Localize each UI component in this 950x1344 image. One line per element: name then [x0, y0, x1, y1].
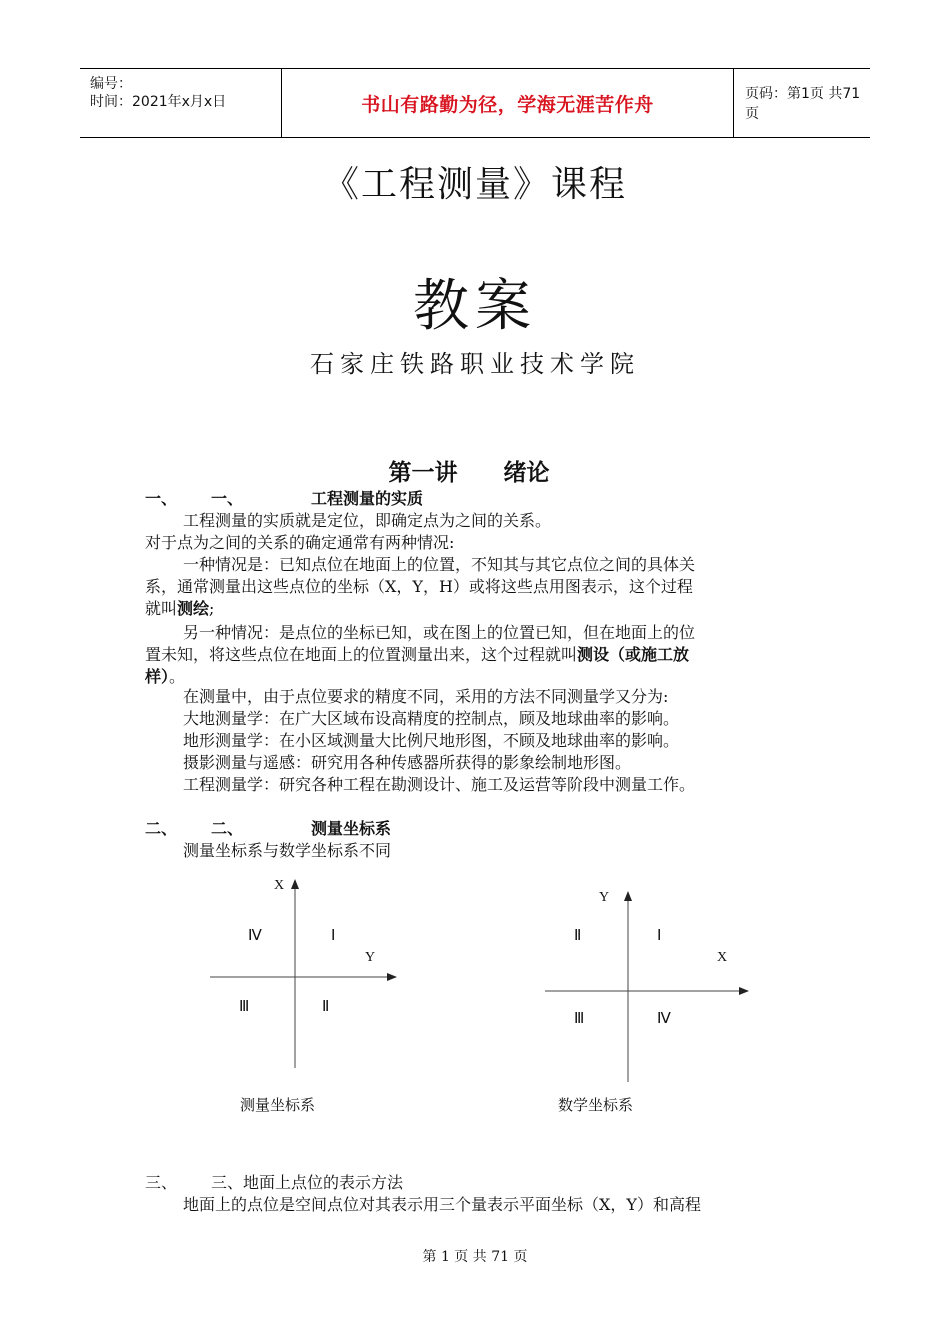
paragraph: 一种情况是：已知点位在地面上的位置，不知其与其它点位之间的具体关	[183, 555, 696, 574]
page-info: 页码：第1页 共71页	[745, 86, 861, 122]
section1-num2: 一、	[211, 489, 244, 508]
paragraph: 大地测量学：在广大区域布设高精度的控制点，顾及地球曲率的影响。	[183, 709, 680, 728]
right-quadrant-label: Ⅰ	[657, 928, 662, 944]
paragraph: 在测量中，由于点位要求的精度不同，采用的方法不同测量学又分为:	[183, 687, 669, 706]
page-footer: 第 1 页 共 71 页	[422, 1249, 528, 1265]
lecture-number: 第一讲	[388, 459, 458, 486]
section2-num: 二、	[145, 819, 178, 838]
left-quadrant-label: Ⅱ	[322, 999, 330, 1015]
paragraph: 摄影测量与遥感：研究用各种传感器所获得的影象绘制地形图。	[183, 753, 632, 772]
text-run: 置未知，将这些点位在地面上的位置测量出来，这个过程就叫	[145, 645, 578, 664]
paragraph: 地面上的点位是空间点位对其表示用三个量表示平面坐标（X，Y）和高程	[183, 1195, 701, 1214]
left-quadrant-label: Ⅰ	[331, 928, 336, 944]
lecture-heading	[0, 454, 938, 487]
right-quadrant-label: Ⅳ	[657, 1011, 671, 1027]
paragraph	[145, 666, 185, 688]
course-title: 《工程测量》课程	[322, 164, 627, 205]
section3-heading	[145, 1172, 403, 1194]
paragraph: 工程测量的实质就是定位，即确定点为之间的关系。	[183, 511, 552, 530]
text-run: ;	[209, 599, 215, 618]
left-right-axis-label: Y	[365, 950, 376, 965]
section3-num: 三、	[145, 1173, 178, 1192]
right-figure-caption: 数学坐标系	[558, 1096, 634, 1114]
right-quadrant-label: Ⅱ	[574, 928, 582, 944]
text-run: 。	[169, 667, 186, 686]
paragraph	[145, 598, 214, 620]
header-meta	[80, 69, 281, 137]
lecture-name: 绪论	[503, 459, 550, 486]
section2-title: 测量坐标系	[311, 819, 392, 838]
section1-title: 工程测量的实质	[311, 489, 424, 508]
header-table	[80, 68, 870, 138]
motto-text: 书山有路勤为径，学海无涯苦作舟	[361, 93, 654, 116]
paragraph: 对于点为之间的关系的确定通常有两种情况:	[145, 533, 455, 552]
text-run: 就叫	[145, 599, 178, 618]
right-right-axis-label: X	[717, 950, 728, 965]
term-setout-end: 样）	[145, 667, 170, 686]
section1-num: 一、	[145, 489, 178, 508]
paragraph: 系，通常测量出这些点位的坐标（X，Y，H）或将这些点用图表示，这个过程	[145, 577, 693, 596]
paragraph	[145, 644, 689, 666]
paragraph: 地形测量学：在小区域测量大比例尺地形图，不顾及地球曲率的影响。	[183, 731, 680, 750]
section1-heading	[145, 488, 423, 510]
section2-num2: 二、	[211, 819, 244, 838]
section3-title: 三、地面上点位的表示方法	[211, 1173, 404, 1192]
school-name: 石家庄铁路职业技术学院	[310, 350, 640, 378]
right-up-axis-label: Y	[599, 890, 610, 905]
left-quadrant-label: Ⅳ	[248, 928, 262, 944]
paragraph: 另一种情况：是点位的坐标已知，或在图上的位置已知，但在地面上的位	[183, 623, 696, 642]
time-label: 时间：2021年x月x日	[90, 94, 227, 110]
paragraph: 测量坐标系与数学坐标系不同	[183, 841, 392, 860]
left-quadrant-label: Ⅲ	[239, 999, 250, 1015]
number-label: 编号：	[90, 76, 132, 92]
term-survey: 测绘	[177, 599, 210, 618]
right-quadrant-label: Ⅲ	[574, 1011, 585, 1027]
header-motto	[281, 69, 734, 137]
paragraph: 工程测量学：研究各种工程在勘测设计、施工及运营等阶段中测量工作。	[183, 775, 696, 794]
left-figure-caption: 测量坐标系	[240, 1096, 316, 1114]
doc-type-title: 教案	[413, 274, 537, 339]
section2-heading	[145, 818, 391, 840]
left-up-axis-label: X	[274, 878, 285, 893]
term-setout: 测设（或施工放	[577, 645, 690, 664]
